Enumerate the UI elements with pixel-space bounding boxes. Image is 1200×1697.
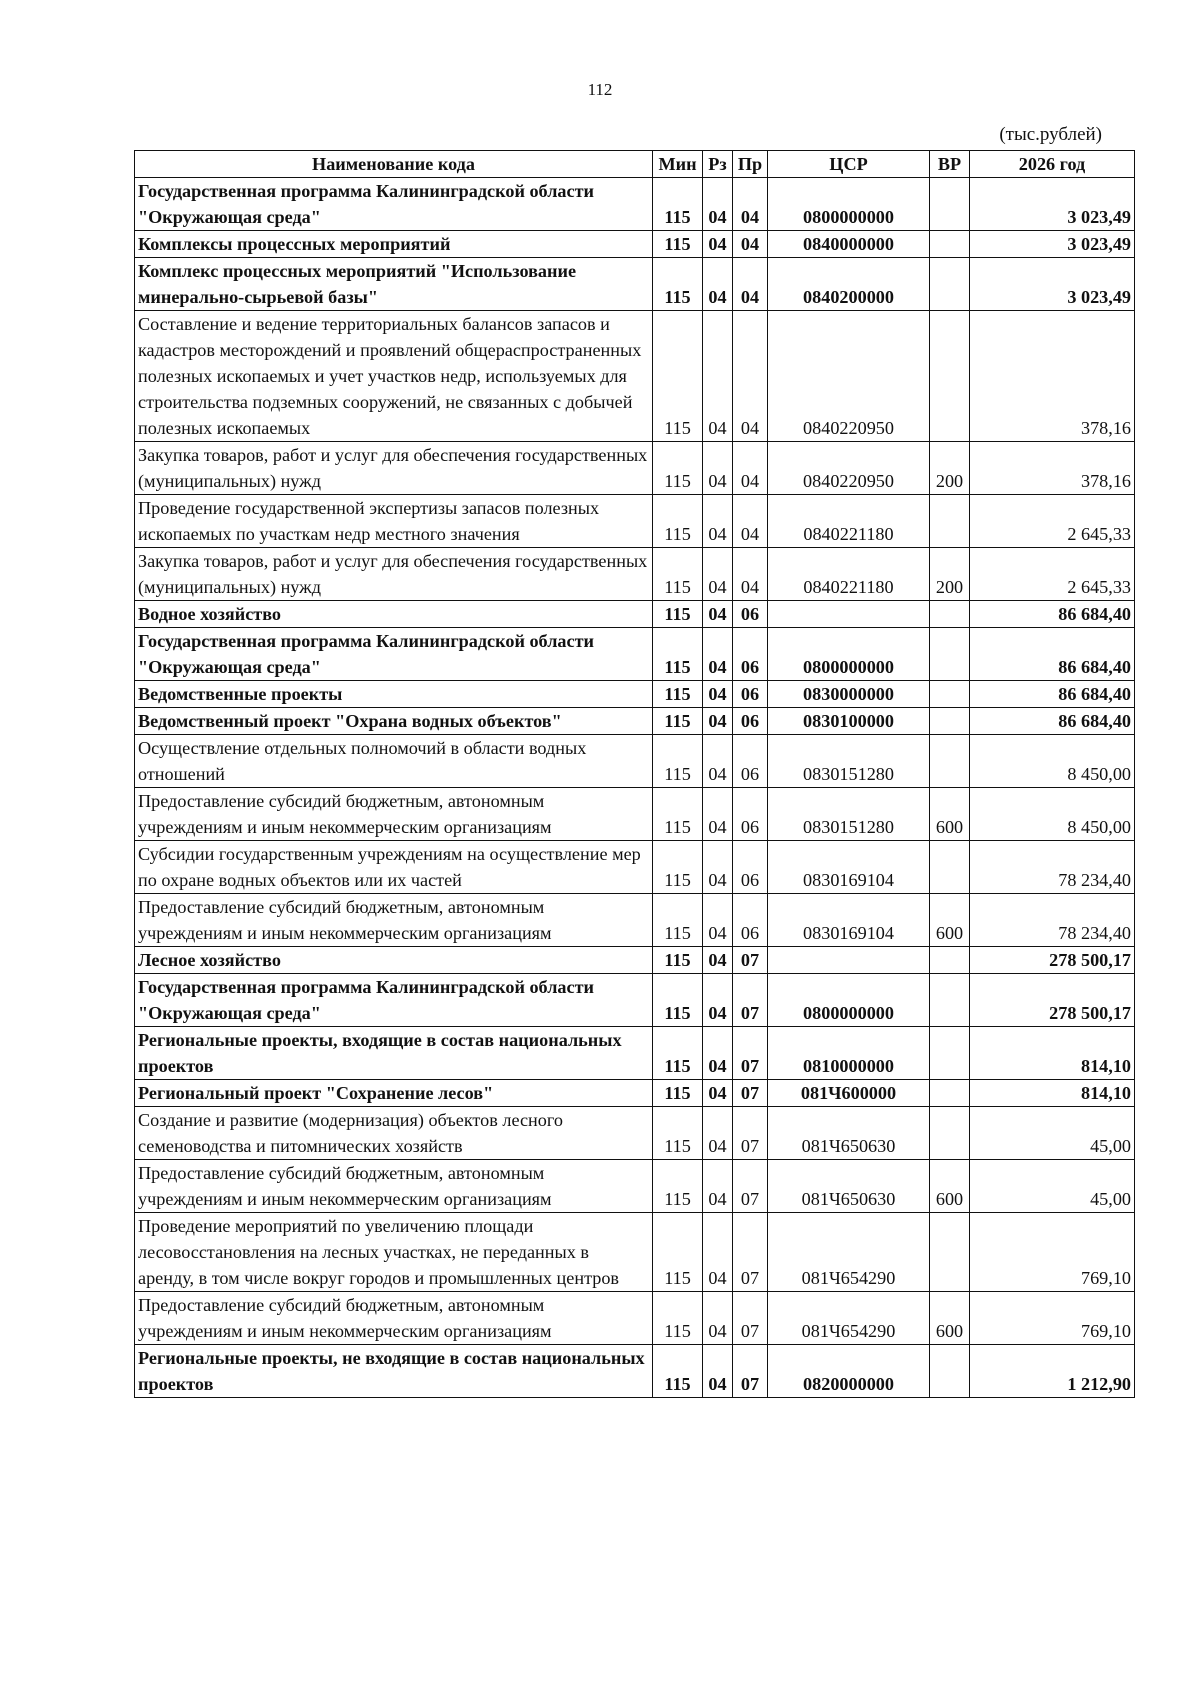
- cell-min: 115: [653, 788, 703, 841]
- cell-rz: 04: [703, 178, 733, 231]
- cell-pr: 06: [733, 735, 768, 788]
- cell-pr: 07: [733, 1345, 768, 1398]
- table-row: [135, 258, 1135, 311]
- cell-rz: 04: [703, 735, 733, 788]
- cell-pr: 04: [733, 178, 768, 231]
- cell-csr: 0810000000: [768, 1027, 930, 1080]
- cell-vr: 600: [930, 788, 970, 841]
- cell-min: 115: [653, 1160, 703, 1213]
- cell-csr: 0840220950: [768, 311, 930, 442]
- cell-min: 115: [653, 628, 703, 681]
- cell-min: 115: [653, 735, 703, 788]
- cell-min: 115: [653, 1027, 703, 1080]
- cell-name: Закупка товаров, работ и услуг для обеспечения государственных (муниципальных) нужд: [135, 548, 653, 601]
- cell-name: Предоставление субсидий бюджетным, автономным учреждениям и иным некоммерческим организациям: [135, 788, 653, 841]
- cell-min: 115: [653, 258, 703, 311]
- cell-pr: 07: [733, 1027, 768, 1080]
- cell-csr: 0820000000: [768, 1345, 930, 1398]
- cell-amount: 45,00: [970, 1160, 1135, 1213]
- cell-rz: 04: [703, 601, 733, 628]
- cell-csr: 0840000000: [768, 231, 930, 258]
- cell-rz: 04: [703, 947, 733, 974]
- header-rz: Рз: [703, 151, 733, 178]
- cell-vr: [930, 628, 970, 681]
- cell-csr: 0800000000: [768, 628, 930, 681]
- table-row: [135, 1292, 1135, 1345]
- cell-csr: 0840221180: [768, 548, 930, 601]
- cell-pr: 07: [733, 1213, 768, 1292]
- cell-name: Составление и ведение территориальных балансов запасов и кадастров месторождений и проявлений общераспространенных полезных ископаемых и учет участков недр, используемых для строительства подземных сооружений, не связанных с добычей полезных ископаемых: [135, 311, 653, 442]
- cell-min: 115: [653, 1107, 703, 1160]
- cell-csr: 0840221180: [768, 495, 930, 548]
- cell-pr: 06: [733, 601, 768, 628]
- cell-csr: 0800000000: [768, 178, 930, 231]
- cell-rz: 04: [703, 841, 733, 894]
- table-row: [135, 735, 1135, 788]
- cell-vr: [930, 1027, 970, 1080]
- cell-csr: 0830169104: [768, 841, 930, 894]
- cell-vr: [930, 708, 970, 735]
- cell-amount: 278 500,17: [970, 974, 1135, 1027]
- cell-rz: 04: [703, 708, 733, 735]
- cell-pr: 04: [733, 311, 768, 442]
- cell-name: Государственная программа Калининградской области "Окружающая среда": [135, 178, 653, 231]
- cell-name: Региональные проекты, входящие в состав национальных проектов: [135, 1027, 653, 1080]
- cell-csr: 081Ч650630: [768, 1107, 930, 1160]
- header-min: Мин: [653, 151, 703, 178]
- cell-amount: 814,10: [970, 1080, 1135, 1107]
- cell-rz: 04: [703, 681, 733, 708]
- cell-rz: 04: [703, 974, 733, 1027]
- cell-name: Создание и развитие (модернизация) объектов лесного семеноводства и питомнических хозяйств: [135, 1107, 653, 1160]
- cell-min: 115: [653, 1213, 703, 1292]
- cell-vr: [930, 258, 970, 311]
- cell-name: Предоставление субсидий бюджетным, автономным учреждениям и иным некоммерческим организациям: [135, 1292, 653, 1345]
- cell-name: Ведомственный проект "Охрана водных объектов": [135, 708, 653, 735]
- cell-rz: 04: [703, 258, 733, 311]
- cell-amount: 769,10: [970, 1213, 1135, 1292]
- cell-name: Комплекс процессных мероприятий "Использование минерально-сырьевой базы": [135, 258, 653, 311]
- cell-pr: 07: [733, 1160, 768, 1213]
- cell-name: Проведение государственной экспертизы запасов полезных ископаемых по участкам недр местного значения: [135, 495, 653, 548]
- cell-min: 115: [653, 974, 703, 1027]
- cell-amount: 86 684,40: [970, 681, 1135, 708]
- table-row: [135, 1160, 1135, 1213]
- cell-rz: 04: [703, 495, 733, 548]
- cell-csr: 0830151280: [768, 788, 930, 841]
- table-row: [135, 947, 1135, 974]
- cell-min: 115: [653, 548, 703, 601]
- cell-min: 115: [653, 894, 703, 947]
- cell-name: Региональные проекты, не входящие в состав национальных проектов: [135, 1345, 653, 1398]
- cell-vr: [930, 1080, 970, 1107]
- units-label: (тыс.рублей): [999, 124, 1102, 145]
- cell-pr: 06: [733, 841, 768, 894]
- cell-vr: [930, 495, 970, 548]
- cell-vr: [930, 231, 970, 258]
- cell-csr: 0830100000: [768, 708, 930, 735]
- table-row: [135, 1027, 1135, 1080]
- cell-vr: [930, 974, 970, 1027]
- cell-pr: 04: [733, 495, 768, 548]
- cell-amount: 2 645,33: [970, 495, 1135, 548]
- table-row: [135, 601, 1135, 628]
- table-row: [135, 1213, 1135, 1292]
- cell-min: 115: [653, 1345, 703, 1398]
- cell-pr: 04: [733, 548, 768, 601]
- header-amount: 2026 год: [970, 151, 1135, 178]
- cell-rz: 04: [703, 1080, 733, 1107]
- cell-amount: 278 500,17: [970, 947, 1135, 974]
- cell-vr: [930, 1213, 970, 1292]
- table-row: [135, 1107, 1135, 1160]
- cell-vr: [930, 841, 970, 894]
- table-body: [135, 178, 1135, 1398]
- cell-name: Водное хозяйство: [135, 601, 653, 628]
- cell-min: 115: [653, 841, 703, 894]
- table-row: [135, 178, 1135, 231]
- cell-rz: 04: [703, 894, 733, 947]
- cell-vr: 200: [930, 548, 970, 601]
- cell-min: 115: [653, 178, 703, 231]
- cell-rz: 04: [703, 1107, 733, 1160]
- cell-rz: 04: [703, 311, 733, 442]
- cell-min: 115: [653, 1080, 703, 1107]
- cell-min: 115: [653, 231, 703, 258]
- page-number: 112: [587, 80, 613, 99]
- table-row: [135, 708, 1135, 735]
- cell-rz: 04: [703, 1345, 733, 1398]
- table-row: [135, 681, 1135, 708]
- cell-amount: 78 234,40: [970, 841, 1135, 894]
- cell-amount: 378,16: [970, 311, 1135, 442]
- cell-pr: 07: [733, 974, 768, 1027]
- cell-name: Субсидии государственным учреждениям на осуществление мер по охране водных объектов или их частей: [135, 841, 653, 894]
- cell-pr: 06: [733, 894, 768, 947]
- cell-amount: 78 234,40: [970, 894, 1135, 947]
- cell-min: 115: [653, 495, 703, 548]
- cell-vr: [930, 311, 970, 442]
- cell-rz: 04: [703, 788, 733, 841]
- cell-csr: 0840220950: [768, 442, 930, 495]
- cell-csr: [768, 601, 930, 628]
- cell-vr: 600: [930, 1292, 970, 1345]
- table-row: [135, 841, 1135, 894]
- header-pr: Пр: [733, 151, 768, 178]
- cell-name: Государственная программа Калининградской области "Окружающая среда": [135, 628, 653, 681]
- table-row: [135, 1080, 1135, 1107]
- cell-name: Ведомственные проекты: [135, 681, 653, 708]
- cell-amount: 3 023,49: [970, 178, 1135, 231]
- cell-csr: [768, 947, 930, 974]
- cell-vr: [930, 1107, 970, 1160]
- cell-amount: 45,00: [970, 1107, 1135, 1160]
- cell-pr: 04: [733, 258, 768, 311]
- cell-csr: 081Ч654290: [768, 1292, 930, 1345]
- cell-csr: 0830169104: [768, 894, 930, 947]
- cell-pr: 07: [733, 947, 768, 974]
- cell-name: Региональный проект "Сохранение лесов": [135, 1080, 653, 1107]
- cell-pr: 07: [733, 1107, 768, 1160]
- cell-vr: [930, 947, 970, 974]
- cell-vr: [930, 178, 970, 231]
- cell-amount: 8 450,00: [970, 735, 1135, 788]
- cell-pr: 07: [733, 1080, 768, 1107]
- cell-amount: 378,16: [970, 442, 1135, 495]
- cell-min: 115: [653, 947, 703, 974]
- cell-csr: 0830151280: [768, 735, 930, 788]
- cell-csr: 081Ч654290: [768, 1213, 930, 1292]
- cell-amount: 1 212,90: [970, 1345, 1135, 1398]
- cell-rz: 04: [703, 442, 733, 495]
- cell-name: Комплексы процессных мероприятий: [135, 231, 653, 258]
- cell-rz: 04: [703, 1160, 733, 1213]
- cell-pr: 06: [733, 788, 768, 841]
- cell-vr: 200: [930, 442, 970, 495]
- cell-amount: 86 684,40: [970, 601, 1135, 628]
- cell-vr: 600: [930, 894, 970, 947]
- table-row: [135, 788, 1135, 841]
- cell-pr: 06: [733, 681, 768, 708]
- cell-name: Государственная программа Калининградской области "Окружающая среда": [135, 974, 653, 1027]
- header-vr: ВР: [930, 151, 970, 178]
- cell-pr: 06: [733, 628, 768, 681]
- cell-name: Проведение мероприятий по увеличению площади лесовосстановления на лесных участках, не переданных в аренду, в том числе вокруг городов и промышленных центров: [135, 1213, 653, 1292]
- cell-amount: 2 645,33: [970, 548, 1135, 601]
- cell-amount: 814,10: [970, 1027, 1135, 1080]
- cell-csr: 081Ч600000: [768, 1080, 930, 1107]
- cell-rz: 04: [703, 1292, 733, 1345]
- cell-csr: 0830000000: [768, 681, 930, 708]
- table-row: [135, 1345, 1135, 1398]
- cell-pr: 04: [733, 231, 768, 258]
- header-csr: ЦСР: [768, 151, 930, 178]
- cell-pr: 04: [733, 442, 768, 495]
- cell-amount: 8 450,00: [970, 788, 1135, 841]
- cell-name: Предоставление субсидий бюджетным, автономным учреждениям и иным некоммерческим организациям: [135, 894, 653, 947]
- table-row: [135, 974, 1135, 1027]
- cell-vr: 600: [930, 1160, 970, 1213]
- cell-vr: [930, 601, 970, 628]
- table-row: [135, 311, 1135, 442]
- cell-rz: 04: [703, 548, 733, 601]
- cell-name: Лесное хозяйство: [135, 947, 653, 974]
- cell-amount: 86 684,40: [970, 708, 1135, 735]
- cell-amount: 86 684,40: [970, 628, 1135, 681]
- cell-vr: [930, 1345, 970, 1398]
- budget-table: [134, 150, 1135, 1398]
- table-row: [135, 548, 1135, 601]
- cell-amount: 3 023,49: [970, 231, 1135, 258]
- cell-csr: 0840200000: [768, 258, 930, 311]
- table-row: [135, 442, 1135, 495]
- cell-min: 115: [653, 1292, 703, 1345]
- cell-min: 115: [653, 311, 703, 442]
- cell-min: 115: [653, 708, 703, 735]
- cell-amount: 769,10: [970, 1292, 1135, 1345]
- cell-name: Закупка товаров, работ и услуг для обеспечения государственных (муниципальных) нужд: [135, 442, 653, 495]
- cell-csr: 0800000000: [768, 974, 930, 1027]
- cell-min: 115: [653, 442, 703, 495]
- cell-rz: 04: [703, 1027, 733, 1080]
- header-name: Наименование кода: [135, 151, 653, 178]
- cell-pr: 07: [733, 1292, 768, 1345]
- table-row: [135, 628, 1135, 681]
- cell-rz: 04: [703, 231, 733, 258]
- cell-name: Предоставление субсидий бюджетным, автономным учреждениям и иным некоммерческим организациям: [135, 1160, 653, 1213]
- table-header: [135, 151, 1135, 178]
- table-row: [135, 495, 1135, 548]
- cell-min: 115: [653, 681, 703, 708]
- cell-vr: [930, 681, 970, 708]
- cell-rz: 04: [703, 628, 733, 681]
- table-row: [135, 894, 1135, 947]
- cell-min: 115: [653, 601, 703, 628]
- table-row: [135, 231, 1135, 258]
- cell-rz: 04: [703, 1213, 733, 1292]
- cell-vr: [930, 735, 970, 788]
- cell-csr: 081Ч650630: [768, 1160, 930, 1213]
- cell-pr: 06: [733, 708, 768, 735]
- cell-name: Осуществление отдельных полномочий в области водных отношений: [135, 735, 653, 788]
- cell-amount: 3 023,49: [970, 258, 1135, 311]
